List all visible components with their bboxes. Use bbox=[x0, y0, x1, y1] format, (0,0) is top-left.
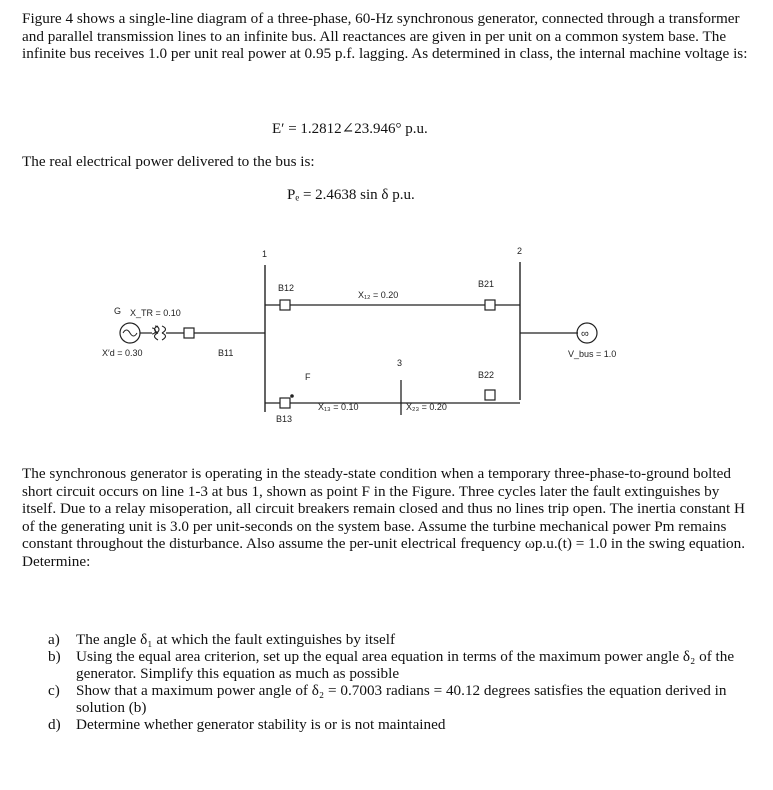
xd-label: X′d = 0.30 bbox=[102, 348, 143, 358]
bus-1-label: 1 bbox=[262, 249, 268, 259]
xtr-label: X_TR = 0.10 bbox=[130, 308, 181, 318]
breaker-b13 bbox=[280, 398, 290, 408]
question-text: Using the equal area criterion, set up the equal area equation in terms of the maximum power angle δ₂ of the generator. Simplify this equation as much as possible bbox=[76, 648, 735, 682]
x12-label: X₁₂ = 0.20 bbox=[358, 290, 399, 300]
b13-label: B13 bbox=[276, 414, 293, 424]
breaker-b12 bbox=[280, 300, 290, 310]
x13-label: X₁₃ = 0.10 bbox=[318, 402, 359, 412]
real-power-text: The real electrical power delivered to the bus is: bbox=[22, 153, 315, 170]
question-text: The angle δ₁ at which the fault extinguishes by itself bbox=[76, 631, 396, 648]
internal-voltage-equation: E′ = 1.2812∠23.946° p.u. bbox=[272, 121, 428, 137]
question-text: Determine whether generator stability is or is not maintained bbox=[76, 716, 446, 734]
question-label: b) bbox=[48, 648, 61, 666]
bus-2-label: 2 bbox=[517, 246, 523, 256]
question-item bbox=[48, 717, 748, 733]
bus-3-label: 3 bbox=[397, 358, 403, 368]
breaker-b21 bbox=[485, 300, 495, 310]
infinite-bus-glyph: ∞ bbox=[581, 328, 589, 340]
intro-paragraph: Figure 4 shows a single-line diagram of a three-phase, 60-Hz synchronous generator, connected through a transformer and parallel transmission lines to an infinite bus. All reactances are given in per unit on a common system base. The infinite bus receives 1.0 per unit real power at 0.95 p.f. lagging. As determined in class, the internal machine voltage is: bbox=[22, 10, 748, 63]
question-item bbox=[48, 649, 748, 682]
question-label: a) bbox=[48, 631, 60, 648]
generator-wave bbox=[123, 330, 137, 336]
electrical-power-equation: Pₑ = 2.4638 sin δ p.u. bbox=[287, 187, 415, 203]
b11-label: B11 bbox=[218, 348, 234, 358]
question-label: c) bbox=[48, 682, 60, 700]
vbus-label: V_bus = 1.0 bbox=[568, 349, 617, 359]
fault-label: F bbox=[305, 372, 311, 382]
question-text: Show that a maximum power angle of δ₂ = 0.7003 radians = 40.12 degrees satisfies the equation derived in solution (b) bbox=[76, 682, 727, 716]
single-line-diagram bbox=[100, 240, 640, 430]
generator-label: G bbox=[114, 306, 122, 316]
question-label: d) bbox=[48, 716, 61, 734]
question-item bbox=[48, 683, 748, 716]
question-list bbox=[48, 632, 748, 734]
b22-label: B22 bbox=[478, 370, 495, 380]
b21-label: B21 bbox=[478, 279, 495, 289]
scenario-paragraph: The synchronous generator is operating in the steady-state condition when a temporary three-phase-to-ground bolted short circuit occurs on line 1-3 at bus 1, shown as point F in the Figure. Three cycles later the fault extinguishes by itself. Due to a relay misoperation, all circuit breakers remain closed and thus no lines trip open. The inertia constant H of the generating unit is 3.0 per unit-seconds on the system base. Assume the turbine mechanical power Pm remains constant throughout the disturbance. Also assume the per-unit electrical frequency ωp.u.(t) = 1.0 in the swing equation. Determine: bbox=[22, 465, 746, 570]
fault-point bbox=[290, 394, 294, 398]
x23-label: X₂₃ = 0.20 bbox=[406, 402, 447, 412]
question-item bbox=[48, 632, 748, 648]
b12-label: B12 bbox=[278, 283, 295, 293]
breaker-b11 bbox=[184, 328, 194, 338]
breaker-b22 bbox=[485, 390, 495, 400]
